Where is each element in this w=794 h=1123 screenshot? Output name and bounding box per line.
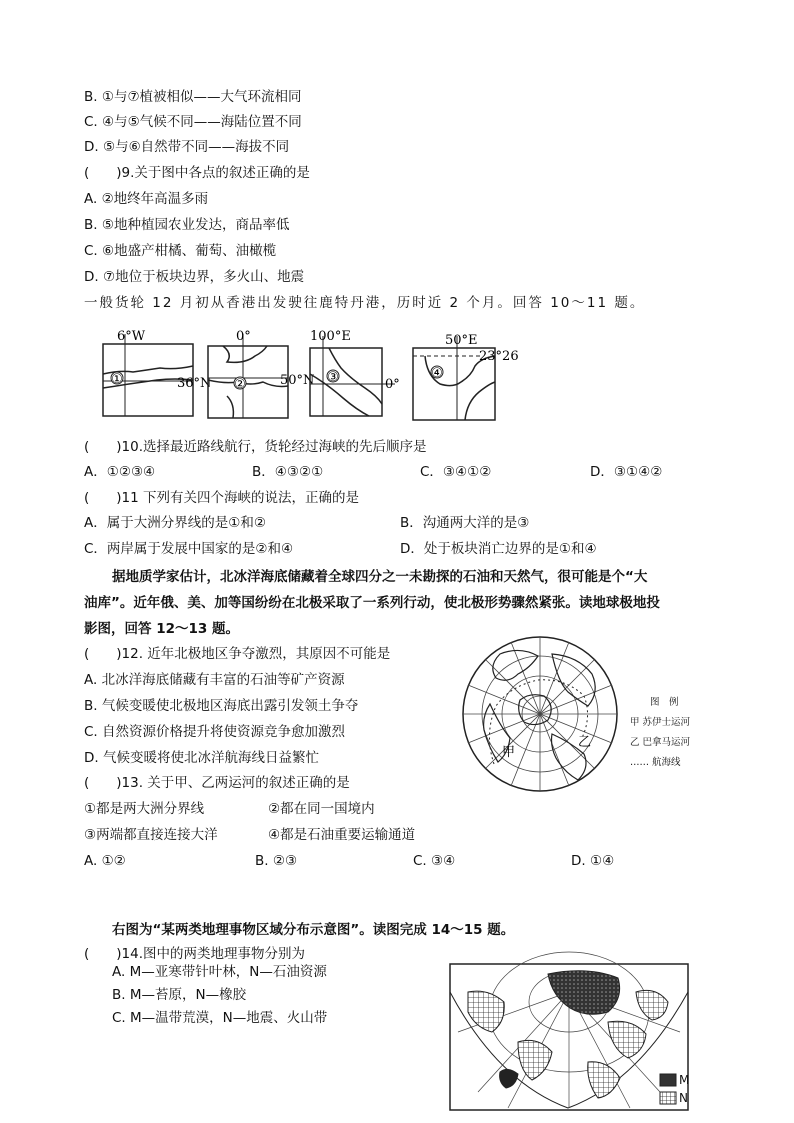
intro-12-13-line2: 油库”。近年俄、美、加等国纷纷在北极采取了一系列行动，使北极形势骤然紧张。读地球极地投 (84, 595, 660, 611)
strait-coord-side-1: 36°N (177, 376, 212, 391)
polar-projection-map (460, 634, 620, 794)
q13-option-c: C. ③④ (413, 853, 456, 869)
strait-map-4 (413, 333, 519, 420)
q10-option-c: C．③④①② (420, 464, 492, 480)
q11-option-a: A．属于大洲分界线的是①和② (84, 515, 266, 531)
q13-item-4: ④都是石油重要运输通道 (268, 827, 416, 843)
q10-option-d: D．③①④② (590, 464, 663, 480)
strait-coord-top-2: 0° (236, 329, 251, 344)
q9-option-d: D. ⑦地位于板块边界，多火山、地震 (84, 269, 305, 285)
q11-stem: ( )11 下列有关四个海峡的说法，正确的是 (84, 490, 360, 506)
strait-coord-top-4: 50°E (445, 333, 478, 348)
strait-coord-side-4: 23°26 (479, 349, 519, 364)
canal-yi-label: 乙 (578, 735, 592, 750)
canal-jia-label: 甲 (502, 745, 516, 760)
strait-coord-side-2: 50°N (280, 373, 315, 388)
q9-option-a: A. ②地终年高温多雨 (84, 191, 209, 207)
polar-legend-yi: 乙 巴拿马运河 (630, 737, 691, 748)
strait-marker-4: ④ (431, 366, 443, 381)
distribution-legend-swatches (658, 1072, 678, 1108)
q10-stem: ( )10.选择最近路线航行，货轮经过海峡的先后顺序是 (84, 439, 427, 455)
q9-option-b: B. ⑤地种植园农业发达，商品率低 (84, 217, 290, 233)
q12-option-b: B. 气候变暖使北极地区海底出露引发领土争夺 (84, 698, 359, 714)
q13-item-3: ③两端都直接连接大洋 (84, 827, 218, 843)
q13-option-d: D. ①④ (571, 853, 615, 869)
strait-marker-2: ② (234, 377, 246, 392)
q8-option-d: D. ⑤与⑥自然带不同——海拔不同 (84, 139, 290, 155)
q13-option-b: B. ②③ (255, 853, 298, 869)
polar-legend-route: …… 航海线 (630, 757, 681, 768)
legend-n-swatch (660, 1092, 676, 1104)
polar-legend-title: 图 例 (650, 697, 679, 708)
intro-12-13-line3: 影图，回答 12～13 题。 (84, 621, 239, 637)
q10-option-b: B．④③②① (252, 464, 324, 480)
strait-map-1 (103, 329, 211, 416)
strait-coord-top-3: 100°E (310, 329, 351, 344)
strait-marker-1: ① (111, 372, 123, 387)
q14-option-b: B. M—苔原，N—橡胶 (112, 987, 247, 1003)
strait-marker-3: ③ (327, 370, 339, 385)
q13-option-a: A. ①② (84, 853, 126, 869)
strait-map-3 (310, 329, 400, 416)
strait-coord-side-3: 0° (385, 377, 400, 392)
q11-option-d: D．处于板块消亡边界的是①和④ (400, 541, 597, 557)
q12-option-c: C. 自然资源价格提升将使资源竞争愈加激烈 (84, 724, 346, 740)
intro-14-15: 右图为“某两类地理事物区域分布示意图”。读图完成 14～15 题。 (112, 922, 515, 938)
q14-stem: ( )14.图中的两类地理事物分别为 (84, 946, 306, 962)
q12-option-d: D. 气候变暖将使北冰洋航海线日益繁忙 (84, 750, 319, 766)
intro-10-11: 一般货轮 12 月初从香港出发驶往鹿特丹港，历时近 2 个月。回答 10～11 题。 (84, 295, 646, 311)
intro-12-13-line1: 据地质学家估计，北冰洋海底储藏着全球四分之一未勘探的石油和天然气，很可能是个“大 (112, 569, 648, 585)
q8-option-b: B. ①与⑦植被相似——大气环流相同 (84, 89, 302, 105)
q11-option-b: B．沟通两大洋的是③ (400, 515, 530, 531)
legend-m-label: M (679, 1073, 690, 1087)
q13-item-1: ①都是两大洲分界线 (84, 801, 205, 817)
q13-stem: ( )13. 关于甲、乙两运河的叙述正确的是 (84, 775, 350, 791)
strait-map-2 (208, 329, 314, 418)
q13-item-2: ②都在同一国境内 (268, 801, 375, 817)
q14-option-c: C. M—温带荒漠，N—地震、火山带 (112, 1010, 328, 1026)
strait-coord-top-1: 6°W (117, 329, 146, 344)
q9-stem: ( )9.关于图中各点的叙述正确的是 (84, 165, 310, 181)
polar-legend-jia: 甲 苏伊士运河 (630, 717, 691, 728)
q9-option-c: C. ⑥地盛产柑橘、葡萄、油橄榄 (84, 243, 277, 259)
q8-option-c: C. ④与⑤气候不同——海陆位置不同 (84, 114, 302, 130)
legend-m-swatch (660, 1074, 676, 1086)
q14-option-a: A. M—亚寒带针叶林，N—石油资源 (112, 964, 327, 980)
q10-option-a: A．①②③④ (84, 464, 156, 480)
q11-option-c: C．两岸属于发展中国家的是②和④ (84, 541, 294, 557)
strait-maps-figure (95, 326, 519, 426)
q12-stem: ( )12. 近年北极地区争夺激烈，其原因不可能是 (84, 646, 391, 662)
legend-n-label: N (679, 1091, 688, 1105)
q12-option-a: A. 北冰洋海底储藏有丰富的石油等矿产资源 (84, 672, 345, 688)
